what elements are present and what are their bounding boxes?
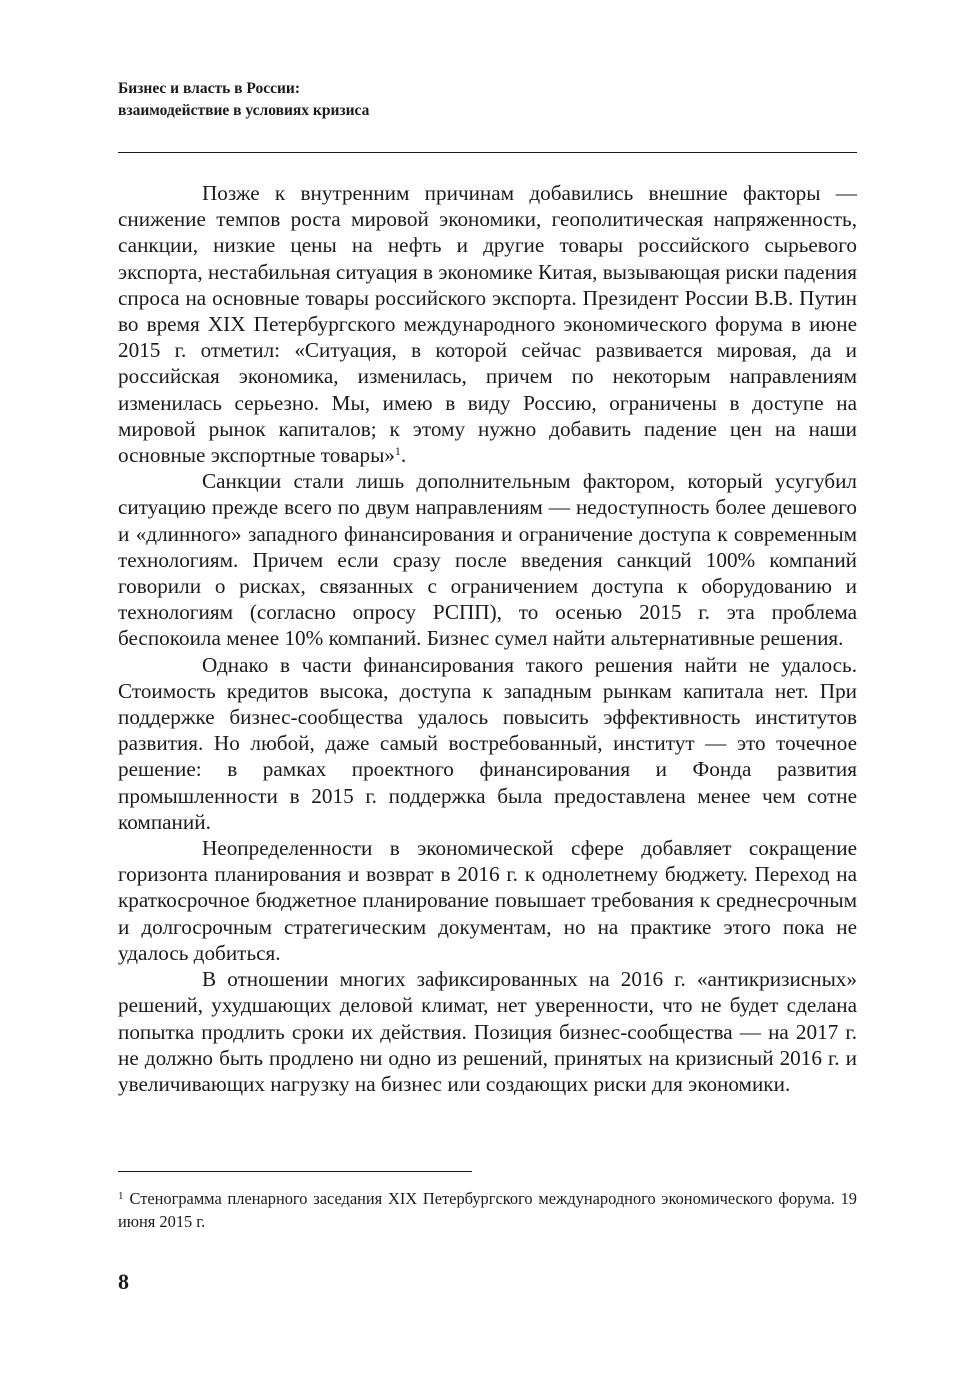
- header-title-line2: взаимодействие в условиях кризиса: [118, 102, 370, 119]
- paragraph-1: [118, 180, 857, 468]
- paragraph-5: В отношении многих зафиксированных на 2016 г. «антикризисных» решений, ухудшающих деловой климат, нет уверенности, что не будет сделана попытка продлить сроки их действия. Позиция бизнес-сообщества — на 2017 г. не должно быть продлено ни одно из решений, принятых на кризисный 2016 г. и увеличивающих нагрузку на бизнес или создающих риски для экономики.: [118, 967, 857, 1096]
- paragraph-1-end: .: [400, 443, 407, 468]
- footnote-number: 1: [118, 1190, 124, 1202]
- page-number: 8: [118, 1269, 129, 1294]
- footnote: [118, 1187, 857, 1233]
- paragraph-4: Неопределенности в экономической сфере добавляет сокращение горизонта планирования и возврат в 2016 г. к однолетнему бюджету. Переход на краткосрочное бюджетное планирование повышает требования к среднесрочным и долгосрочным стратегическим документам, но на практике этого пока не удалось добиться.: [118, 836, 857, 965]
- header-title-line1: Бизнес и власть в России:: [118, 80, 301, 97]
- paragraph-3: Однако в части финансирования такого решения найти не удалось. Стоимость кредитов высока, доступа к западным рынкам капитала нет. При поддержке бизнес-сообщества удалось повысить эффективность институтов развития. Но любой, даже самый востребованный, институт — это точечное решение: в рамках проектного финансирования и Фонда развития промышленности в 2015 г. поддержка была предоставлена менее чем сотне компаний.: [118, 652, 857, 834]
- footnote-text: Стенограмма пленарного заседания XIX Петербургского международного экономического форума. 19 июня 2015 г.: [118, 1189, 857, 1231]
- paragraph-1-text: Позже к внутренним причинам добавились внешние факторы — снижение темпов роста мировой экономики, геополитическая напряженность, санкции, низкие цены на нефть и другие товары российского сырьевого экспорта, нестабильная ситуация в экономике Китая, вызывающая риски падения спроса на основные товары российского экспорта. Президент России В.В. Путин во время XIX Петербургского международного экономического форума в июне 2015 г. отметил: «Ситуация, в которой сейчас развивается мировая, да и российская экономика, изменилась, причем по некоторым направлениям изменилась серьезно. Мы, имею в виду Россию, ограничены в доступе на мировой рынок капиталов; к этому нужно добавить падение цен на наши основные экспортные товары»: [118, 181, 857, 468]
- running-header: [118, 78, 858, 122]
- main-text: [118, 180, 857, 1097]
- paragraph-2: Санкции стали лишь дополнительным фактором, который усугубил ситуацию прежде всего по двум направлениям — недоступность более дешевого и «длинного» западного финансирования и ограничение доступа к современным технологиям. Причем если сразу после введения санкций 100% компаний говорили о рисках, связанных с ограничением доступа к оборудованию и технологиям (согласно опросу РСПП), то осенью 2015 г. эта проблема беспокоила менее 10% компаний. Бизнес сумел найти альтернативные решения.: [118, 469, 857, 651]
- footnote-reference[interactable]: 1: [394, 444, 401, 459]
- footnote-divider: [118, 1171, 472, 1172]
- header-divider: [118, 152, 857, 153]
